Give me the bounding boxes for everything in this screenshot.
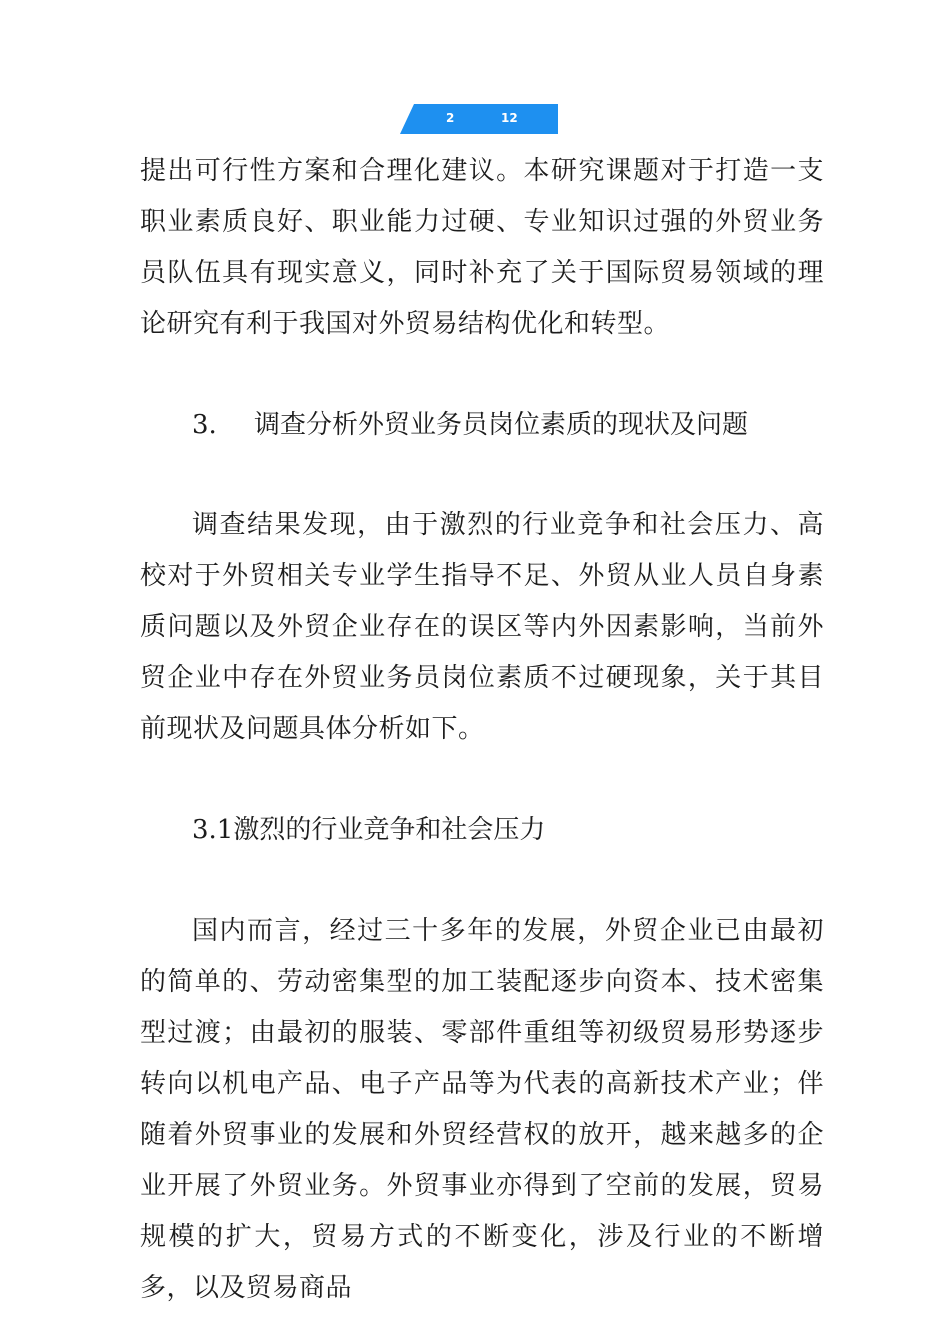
document-body [140,146,824,1314]
paragraph-domestic-context: 国内而言，经过三十多年的发展，外贸企业已由最初的简单的、劳动密集型的加工装配逐步向资本、技术密集型过渡；由最初的服装、零部件重组等初级贸易形势逐步转向以机电产品、电子产品等为代表的高新技术产业；伴随着外贸事业的发展和外贸经营权的放开，越来越多的企业开展了外贸业务。外贸事业亦得到了空前的发展，贸易规模的扩大，贸易方式的不断变化，涉及行业的不断增多，以及贸易商品 [140,916,824,1303]
section-heading-3 [140,400,824,451]
total-page-count: 12 [501,111,518,125]
paragraph-survey-results: 调查结果发现，由于激烈的行业竞争和社会压力、高校对于外贸相关专业学生指导不足、外贸从业人员自身素质问题以及外贸企业存在的误区等内外因素影响，当前外贸企业中存在外贸业务员岗位素质不过硬现象，关于其目前现状及问题具体分析如下。 [140,510,824,744]
current-page-number: 2 [446,111,455,125]
section-title: 调查分析外贸业务员岗位素质的现状及问题 [254,410,749,440]
section-number: 3. [192,410,217,440]
paragraph-continuation: 提出可行性方案和合理化建议。本研究课题对于打造一支职业素质良好、职业能力过硬、专业知识过强的外贸业务员队伍具有现实意义，同时补充了关于国际贸易领域的理论研究有利于我国对外贸易结构优化和转型。 [140,156,824,339]
subsection-heading-3-1: 3.1激烈的行业竞争和社会压力 [192,815,546,845]
page-number-badge [400,104,558,134]
page-badge-background [400,104,558,134]
